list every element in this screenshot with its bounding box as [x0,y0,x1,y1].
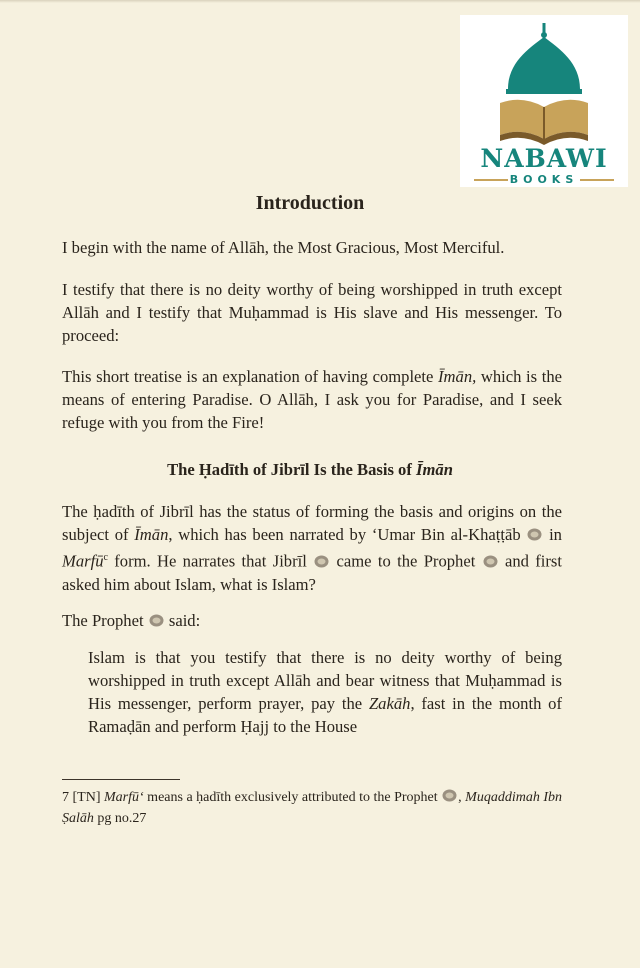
footnote-divider [62,779,180,780]
logo-wordmark: NABAWI [480,144,608,173]
p5-text-b: said: [164,611,201,630]
honorific-seal-icon [442,789,457,802]
intro-paragraph-3 [62,365,562,434]
p4-text-6: and first asked him about Islam, what is Islam? [62,551,562,594]
publisher-logo [460,15,628,187]
footnote-ref: c [103,552,108,563]
footnote-number: 7 [TN] [62,790,104,805]
footnote [62,787,562,829]
hadith-paragraph [62,500,562,596]
quote-zakah: Zakāh [368,694,411,713]
honorific-seal-icon [149,614,164,627]
p4-text-2: , which has been narrated by ‘Umar Bin al-Khaṭṭāb [168,525,527,544]
section-heading-text: The Ḥadīth of Jibrīl Is the Basis of [167,460,417,479]
page-top-edge [0,0,640,3]
footnote-source: Muqaddimah Ibn Ṣalāh [62,790,562,826]
footnote-pages: pg no.27 [93,811,147,826]
p4-text-1: The ḥadīth of Jibrīl has the status of forming the basis and origins on the subject of [62,502,562,544]
p4-text-4: form. He narrates that Jibrīl [107,551,314,571]
honorific-seal-icon [314,555,329,568]
section-heading [60,459,560,481]
logo-subtitle: BOOKS [509,173,579,186]
block-quote [88,646,562,738]
intro-paragraph-2: I testify that there is no deity worthy of being worshipped in truth except Allāh and I testify that Muḥammad is His slave and His messenger. To proceed: [62,280,562,345]
p4-marfu: Marfū [62,551,104,571]
quote-text-2: , fast in the month of Ramaḍān and perform Ḥajj to the House [88,694,562,736]
quote-text-1: Islam is that you testify that there is no deity worthy of being worshipped in truth except Allāh and bear witness that Muḥammad is His messenger, perform prayer, pay the [88,648,562,713]
footnote-text: means a ḥadīth exclusively attributed to the Prophet [143,790,442,805]
footnote-marfu: Marfū‘ [104,790,144,805]
page-title: Introduction [255,192,365,214]
intro-paragraph-1: I begin with the name of Allāh, the Most Gracious, Most Merciful. [62,238,505,257]
footnote-comma: , [458,790,462,805]
p5-text-a: The Prophet [62,611,148,630]
honorific-seal-icon [527,528,542,541]
honorific-seal-icon [483,555,498,568]
section-heading-iman: Īmān [416,460,453,479]
p4-text-5: came to the Prophet [330,551,482,571]
p3-text-a: This short treatise is an explanation of having complete [62,367,439,386]
prophet-said-line [62,609,562,632]
p4-iman: Īmān [134,525,169,544]
mosque-dome-book-icon [498,23,590,145]
p3-text-b: which is the means of entering Paradise. O Allāh, I ask you for Paradise, and I seek refuge with you from the Fire! [62,367,562,432]
p4-text-3: in [543,525,562,544]
iman-term: Īmān, [438,367,477,386]
